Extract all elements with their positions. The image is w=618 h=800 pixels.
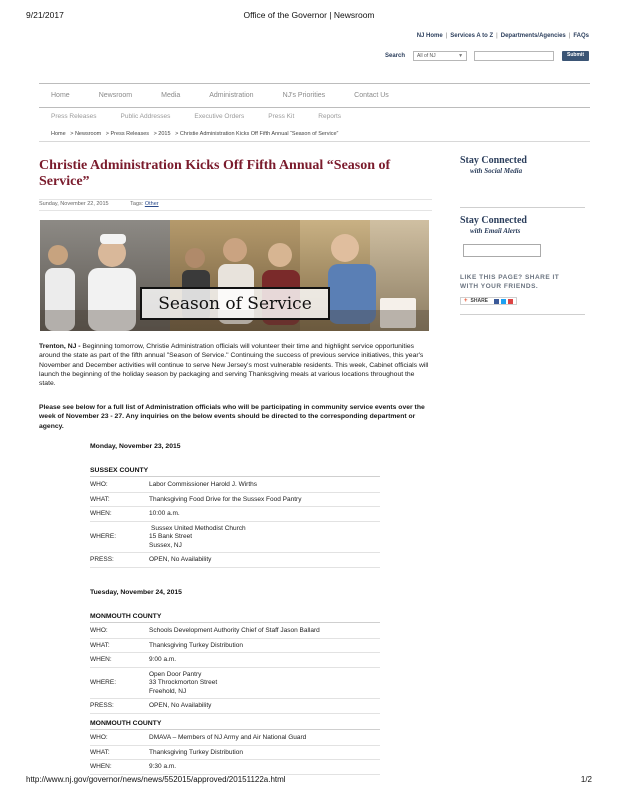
print-header — [0, 10, 618, 22]
event-row-where — [90, 522, 380, 554]
event-block — [90, 720, 380, 775]
share-button[interactable] — [460, 297, 517, 305]
social-subtitle[interactable]: with Social Media — [470, 167, 523, 175]
day-heading: Tuesday, November 24, 2015 — [90, 589, 182, 596]
row-value — [149, 668, 380, 699]
departments-agencies-link[interactable]: Departments/Agencies — [500, 33, 566, 39]
row-value: Thanksgiving Food Drive for the Sussex Food Pantry — [149, 495, 302, 503]
breadcrumb-current: > Christie Administration Kicks Off Fifth Annual “Season of Service” — [175, 131, 339, 137]
email-subtitle[interactable]: with Email Alerts — [470, 227, 521, 235]
sub-nav-executive-orders[interactable]: Executive Orders — [194, 113, 245, 120]
breadcrumb-press-releases[interactable]: > Press Releases — [105, 131, 150, 137]
utility-nav: NJ Home | Services A to Z | Departments/Agencies | FAQs — [416, 33, 589, 39]
nav-item-newsroom[interactable]: Newsroom — [98, 92, 133, 99]
intro-paragraph — [39, 342, 432, 388]
event-row-what — [90, 746, 380, 761]
nj-home-link[interactable]: NJ Home — [416, 33, 443, 39]
day-heading: Monday, November 23, 2015 — [90, 443, 181, 450]
intro-body: Beginning tomorrow, Christie Administration officials will volunteer their time and highlight service opportunities around the state as part of the fifth annual "Season of Service." Continuing the success of previous service initiatives, this year's November and December activities will continue to serve New Jersey's most vulnerable residents. This week, Cabinet officials will launch the beginning of the holiday season by packaging and serving Thanksgiving meals at various locations throughout the state. — [39, 343, 429, 388]
email-field[interactable] — [463, 244, 541, 257]
address-line: 33 Throckmorton Street — [149, 679, 218, 686]
row-label: WHO: — [90, 627, 108, 634]
row-value: OPEN, No Availability — [149, 702, 212, 709]
nav-item-media[interactable]: Media — [161, 92, 181, 99]
row-value: Thanksgiving Turkey Distribution — [149, 641, 243, 649]
row-value: Labor Commissioner Harold J. Wirths — [149, 481, 258, 488]
hero-banner — [140, 287, 330, 320]
row-label: WHEN: — [90, 763, 112, 770]
tags-label: Tags: — [130, 201, 144, 207]
row-value: OPEN, No Availability — [149, 556, 212, 563]
row-label: WHO: — [90, 734, 108, 741]
divider — [460, 314, 585, 315]
main-nav — [39, 83, 590, 108]
facebook-icon[interactable] — [494, 299, 499, 304]
row-value: Schools Development Authority Chief of Staff Jason Ballard — [149, 627, 320, 634]
row-label: WHAT: — [90, 641, 110, 649]
row-value — [149, 522, 380, 553]
print-page-number: 1/2 — [580, 775, 592, 784]
event-row-who — [90, 624, 380, 639]
social-title[interactable]: Stay Connected — [460, 155, 527, 166]
address-line: Freehold, NJ — [149, 687, 187, 695]
row-label: WHEN: — [90, 510, 112, 517]
row-value: Thanksgiving Turkey Distribution — [149, 748, 243, 756]
notice-paragraph: Please see below for a full list of Administration officials who will be participating in community service events over the week of November 23 - 27. Any inquiries on the below events should be directed to the corresponding department or agency. — [39, 404, 425, 430]
sub-nav-reports[interactable]: Reports — [318, 113, 342, 120]
address-line: Sussex, NJ — [149, 541, 182, 549]
dateline: Trenton, NJ - — [39, 343, 81, 350]
nav-item-administration[interactable]: Administration — [209, 92, 254, 99]
address-line: 15 Bank Street — [149, 533, 192, 540]
article-meta — [39, 199, 432, 207]
print-page-title: Office of the Governor | Newsroom — [243, 10, 375, 20]
row-value: DMAVA – Members of NJ Army and Air National Guard — [149, 734, 307, 741]
nav-item-home[interactable]: Home — [51, 92, 70, 99]
breadcrumb-home[interactable]: Home — [51, 131, 66, 137]
address-line: Sussex United Methodist Church — [151, 524, 246, 532]
search-submit-button[interactable]: Submit — [562, 51, 589, 61]
share-label: SHARE — [470, 298, 489, 304]
event-row-press — [90, 553, 380, 568]
search-label: Search — [385, 53, 406, 59]
page-title: Christie Administration Kicks Off Fifth Annual “Season of Service” — [39, 158, 391, 189]
event-block — [90, 613, 380, 714]
email-icon[interactable] — [508, 299, 513, 304]
row-value: 10:00 a.m. — [149, 510, 180, 517]
row-label: WHAT: — [90, 495, 110, 503]
nav-item-nj-priorities[interactable]: NJ's Priorities — [282, 92, 326, 99]
row-value: 9:30 a.m. — [149, 763, 177, 770]
address-line: Open Door Pantry — [149, 670, 202, 678]
event-row-who — [90, 478, 380, 493]
row-label: WHAT: — [90, 748, 110, 756]
event-row-where — [90, 668, 380, 700]
event-row-when — [90, 653, 380, 668]
stay-connected-social — [460, 155, 585, 175]
county-heading: MONMOUTH COUNTY — [90, 613, 380, 623]
search-scope-select[interactable] — [413, 51, 467, 61]
row-value: 9:00 a.m. — [149, 656, 177, 663]
event-block — [90, 467, 380, 568]
sub-nav — [51, 113, 365, 120]
sub-nav-press-kit[interactable]: Press Kit — [268, 113, 295, 120]
row-label: WHERE: — [90, 679, 116, 686]
breadcrumb-newsroom[interactable]: > Newsroom — [70, 131, 102, 137]
email-title[interactable]: Stay Connected — [460, 215, 527, 226]
sub-nav-public-addresses[interactable]: Public Addresses — [120, 113, 171, 120]
divider — [460, 207, 585, 208]
event-row-press — [90, 699, 380, 714]
row-label: PRESS: — [90, 556, 114, 563]
breadcrumb-2015[interactable]: > 2015 — [153, 131, 171, 137]
search-scope-value: All of NJ — [417, 53, 436, 59]
county-heading: SUSSEX COUNTY — [90, 467, 380, 477]
row-label: WHERE: — [90, 533, 116, 540]
county-heading: MONMOUTH COUNTY — [90, 720, 380, 730]
services-a-to-z-link[interactable]: Services A to Z — [450, 33, 494, 39]
faqs-link[interactable]: FAQs — [573, 33, 589, 39]
divider — [39, 141, 590, 142]
search-input[interactable] — [474, 51, 554, 61]
chevron-down-icon: ▼ — [458, 53, 464, 59]
hero-photo — [40, 220, 429, 331]
share-prompt: LIKE THIS PAGE? SHARE IT WITH YOUR FRIENDS. — [460, 274, 560, 290]
event-row-when — [90, 760, 380, 775]
event-row-what — [90, 493, 380, 508]
search-bar — [385, 50, 589, 62]
row-label: PRESS: — [90, 702, 114, 709]
print-url: http://www.nj.gov/governor/news/news/552015/approved/20151122a.html — [26, 775, 286, 784]
stay-connected-email — [460, 215, 585, 235]
hero-caption: Season of Service — [158, 293, 312, 314]
row-label: WHEN: — [90, 656, 112, 663]
divider — [39, 210, 432, 211]
print-date: 9/21/2017 — [26, 10, 64, 20]
row-label: WHO: — [90, 481, 108, 488]
event-row-what — [90, 639, 380, 654]
print-footer — [0, 775, 618, 787]
article-date: Sunday, November 22, 2015 — [39, 201, 109, 207]
event-row-who — [90, 731, 380, 746]
plus-icon: + — [464, 298, 468, 304]
nav-item-contact-us[interactable]: Contact Us — [354, 92, 389, 99]
event-row-when — [90, 507, 380, 522]
tag-link[interactable]: Other — [144, 201, 159, 207]
breadcrumb — [51, 131, 341, 137]
twitter-icon[interactable] — [501, 299, 506, 304]
sub-nav-press-releases[interactable]: Press Releases — [51, 113, 97, 120]
